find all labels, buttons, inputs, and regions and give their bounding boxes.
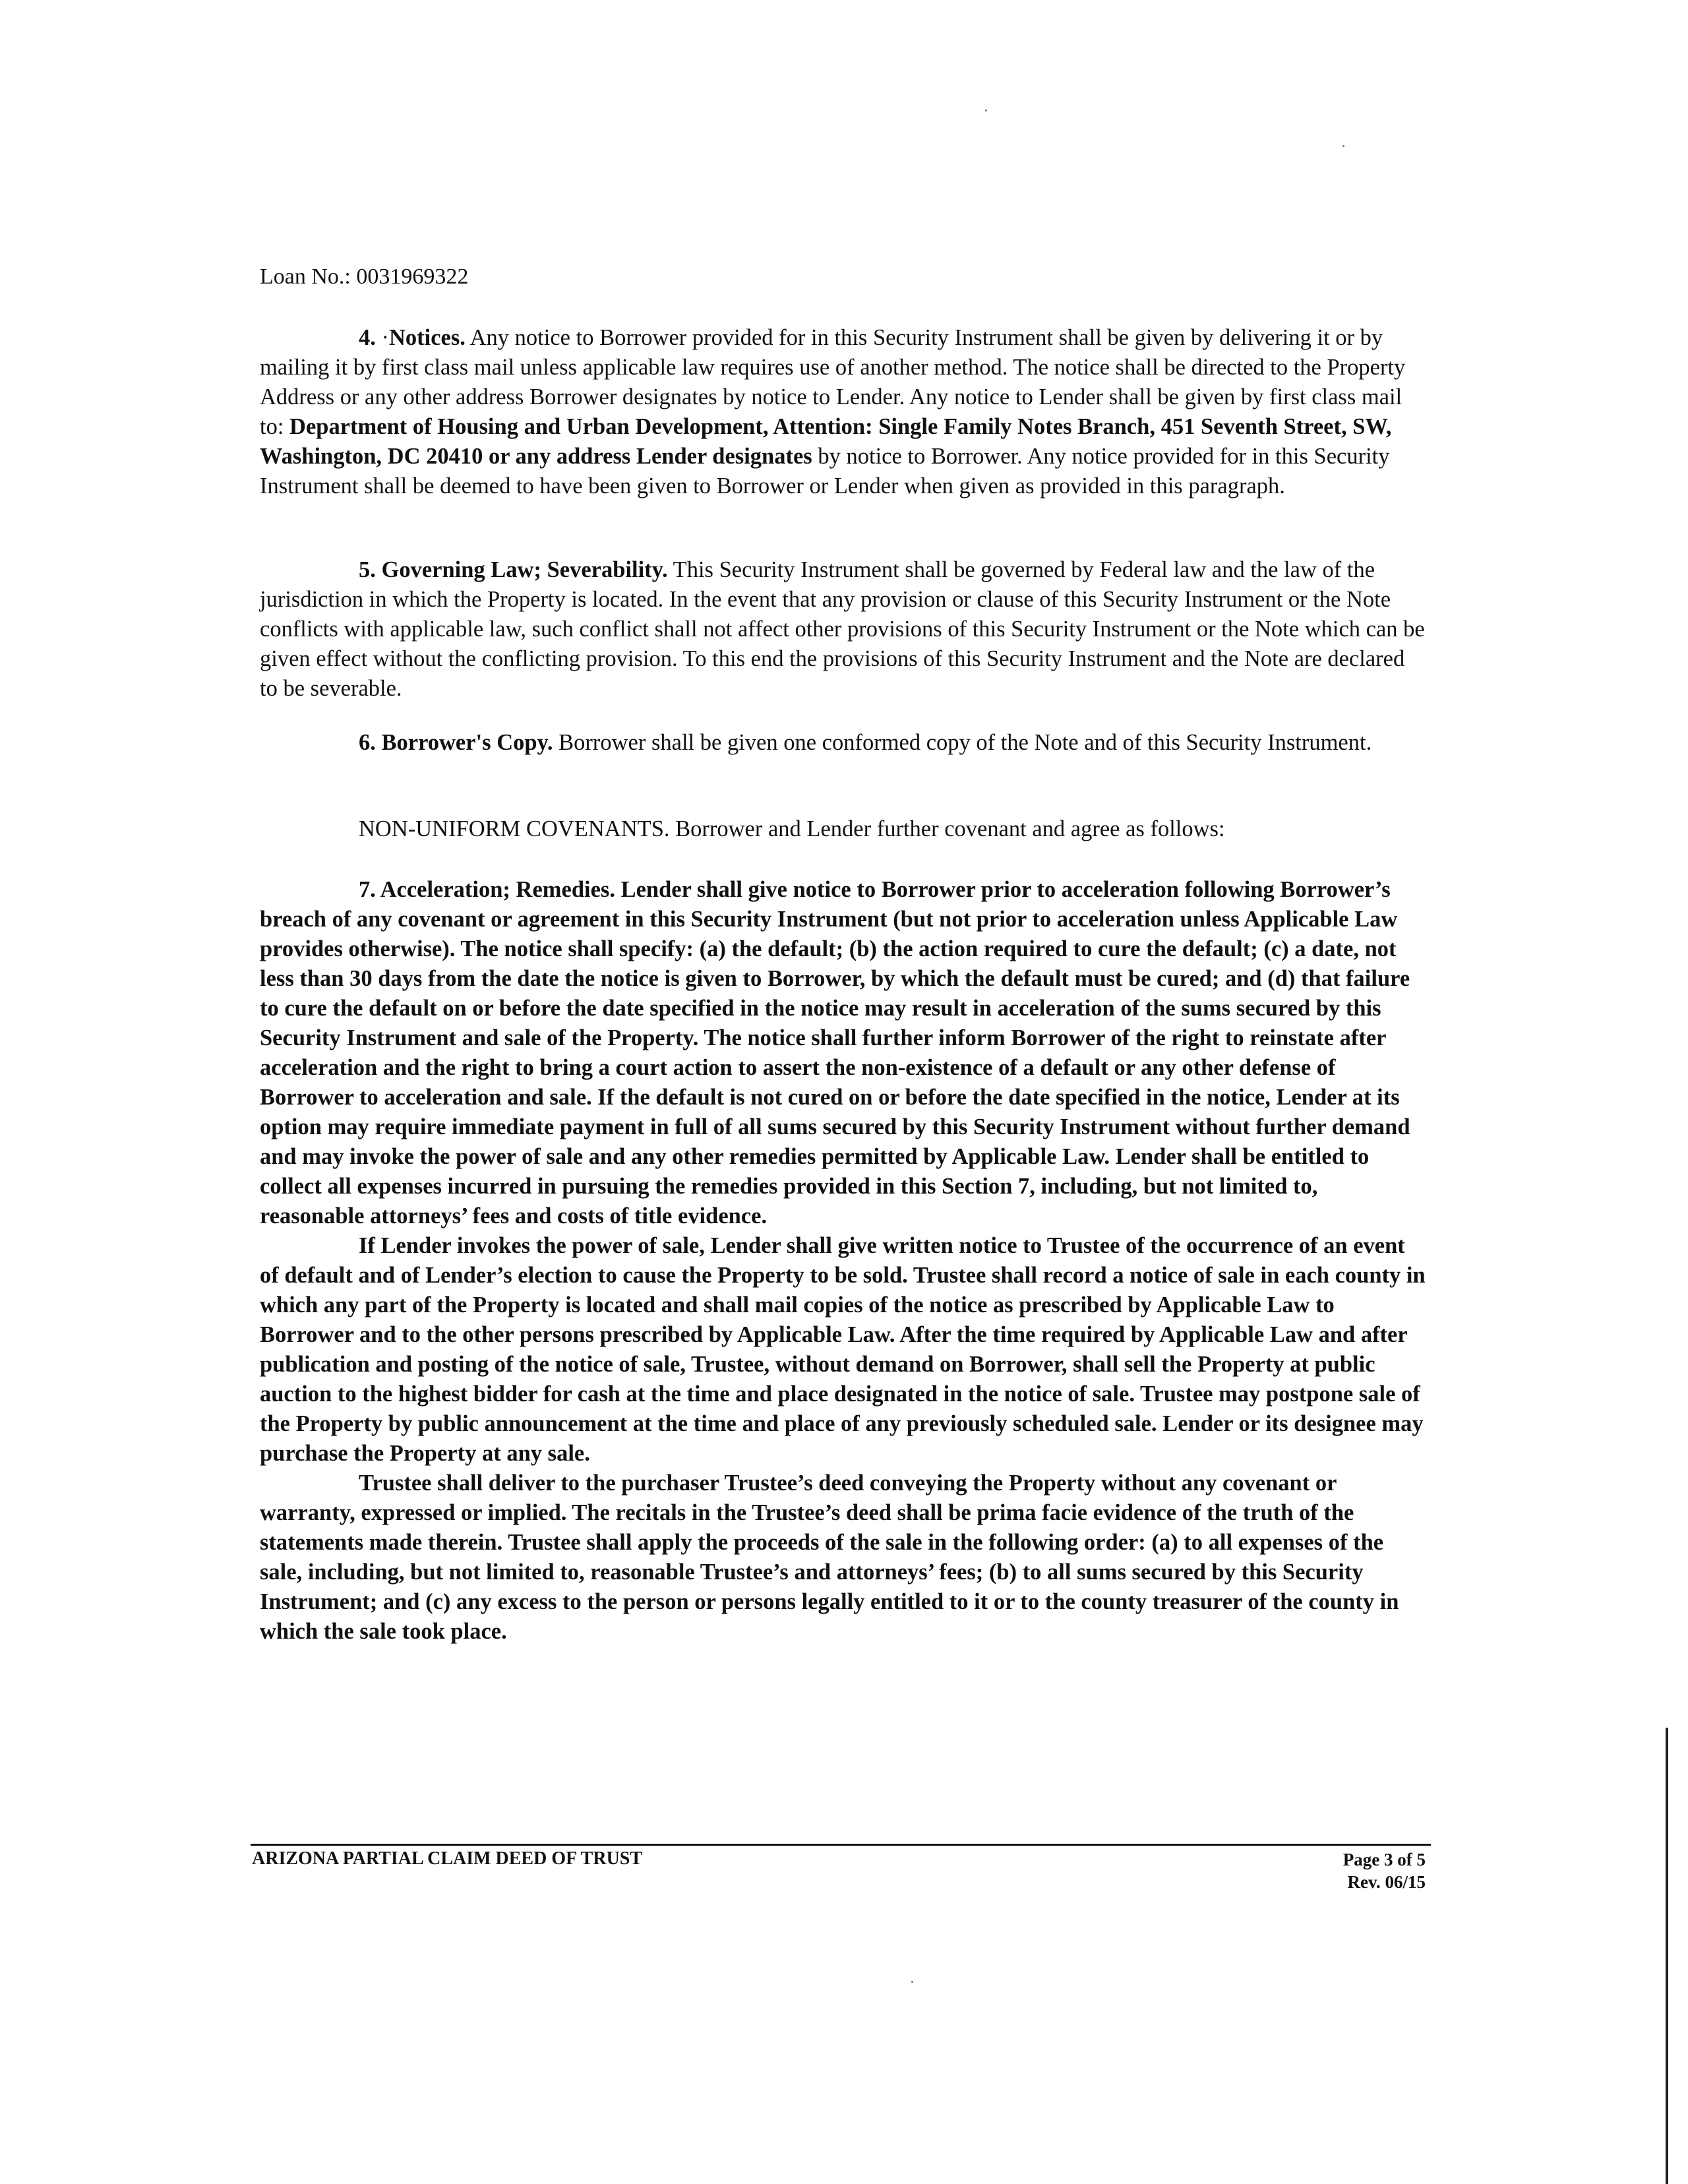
footer-title: ARIZONA PARTIAL CLAIM DEED OF TRUST (252, 1848, 643, 1869)
scan-edge-line (1666, 1728, 1668, 2184)
stray-mark: · (381, 325, 389, 350)
power-of-sale-paragraph: If Lender invokes the power of sale, Lender shall give written notice to Trustee of the occurrence of an event of default and of Lender’s election to cause the Property to be sold. Trustee shall record a notice of sale in each county in which any part of the Property is located and shall mail copies of the notice as prescribed by Applicable Law to Borrower and to the other persons prescribed by Applicable Law. After the time required by Applicable Law and after publication and posting of the notice of sale, Trustee, without demand on Borrower, shall sell the Property at public auction to the highest bidder for cash at the time and place designated in the notice of sale. Trustee may postpone sale of the Property by public announcement at the time and place of any previously scheduled sale. Lender or its designee may purchase the Property at any sale. (260, 1233, 1426, 1466)
lender-address: Department of Housing and Urban Development, Attention: Single Family Notes Branch, 451 Seventh Street, SW, Washington, DC 20410 or any address Lender designates (260, 414, 1392, 469)
loan-number: 0031969322 (356, 264, 469, 289)
section-text: This Security Instrument shall be governed by Federal law and the law of the jurisdiction in which the Property is located. In the event that any provision or clause of this Security Instrument or the Note conflicts with applicable law, such conflict shall not affect other provisions of this Security Instrument or the Note which can be given effect without the conflicting provision. To this end the provisions of this Security Instrument and the Note are declared to be severable. (260, 557, 1425, 701)
section-governing-law (260, 555, 1427, 704)
revision: Rev. 06/15 (1347, 1872, 1426, 1892)
section-heading: Governing Law; Severability. (381, 557, 668, 582)
footer-page-info (1343, 1848, 1426, 1893)
section-acceleration (260, 875, 1427, 1647)
section-number: 7. (359, 877, 376, 902)
section-heading: Borrower's Copy. (381, 730, 553, 755)
section-notices (260, 323, 1427, 501)
section-heading: Notices. (389, 325, 466, 350)
section-text: Borrower shall be given one conformed copy of the Note and of this Security Instrument. (553, 730, 1372, 755)
section-heading: Acceleration; Remedies. (380, 877, 615, 902)
section-text: Any notice to Borrower provided for in this Security Instrument shall be given by delivering it or by mailing it by first class mail unless applicable law requires use of another method. The notice shall be directed to the Property Address or any other address Borrower designates by notice to Lender. Any notice to Lender shall be given by first class mail to: (260, 325, 1406, 439)
section-number: 6. (359, 730, 376, 755)
loan-label: Loan No.: (260, 264, 351, 289)
page-number: Page 3 of 5 (1342, 1850, 1426, 1869)
trustee-deed-paragraph: Trustee shall deliver to the purchaser Trustee’s deed conveying the Property without any covenant or warranty, expressed or implied. The recitals in the Trustee’s deed shall be prima facie evidence of the truth of the statements made therein. Trustee shall apply the proceeds of the sale in the following order: (a) to all expenses of the sale, including, but not limited to, reasonable Trustee’s and attorneys’ fees; (b) to all sums secured by this Security Instrument; and (c) any excess to the person or persons legally entitled to it or to the county treasurer of the county in which the sale took place. (260, 1471, 1399, 1644)
section-number: 4. (359, 325, 376, 350)
loan-number-line (260, 264, 468, 290)
section-text: Lender shall give notice to Borrower prior to acceleration following Borrower’s breach of any covenant or agreement in this Security Instrument (but not prior to acceleration unless Applicable Law provides otherwise). The notice shall specify: (a) the default; (b) the action required to cure the default; (c) a date, not less than 30 days from the date the notice is given to Borrower, by which the default must be cured; and (d) that failure to cure the default on or before the date specified in the notice may result in acceleration of the sums secured by this Security Instrument and sale of the Property. The notice shall further inform Borrower of the right to reinstate after acceleration and the right to bring a court action to assert the non-existence of a default or any other defense of Borrower to acceleration and sale. If the default is not cured on or before the date specified in the notice, Lender at its option may require immediate payment in full of all sums secured by this Security Instrument without further demand and may invoke the power of sale and any other remedies permitted by Applicable Law. Lender shall be entitled to collect all expenses incurred in pursuing the remedies provided in this Section 7, including, but not limited to, reasonable attorneys’ fees and costs of title evidence. (260, 877, 1410, 1228)
footer-rule (251, 1844, 1431, 1846)
non-uniform-covenants (260, 814, 1427, 844)
section-text-cont: by notice to Borrower. Any notice provided for in this Security Instrument shall be deemed to have been given to Borrower or Lender when given as provided in this paragraph. (260, 444, 1390, 499)
scan-speck (985, 109, 987, 111)
scan-speck (911, 1981, 913, 1983)
section-number: 5. (359, 557, 376, 582)
non-uniform-text: NON-UNIFORM COVENANTS. Borrower and Lender further covenant and agree as follows: (359, 816, 1225, 841)
section-borrowers-copy (260, 728, 1427, 758)
scan-speck (1342, 145, 1344, 147)
